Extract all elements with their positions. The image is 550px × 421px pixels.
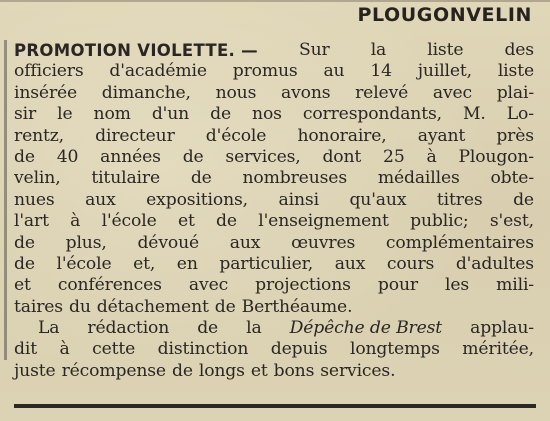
article-word: qu'aux bbox=[349, 189, 407, 210]
article-word: cette bbox=[92, 339, 136, 360]
article-word: de bbox=[210, 104, 232, 125]
article-word: dimanche, bbox=[101, 82, 191, 103]
article-word: La bbox=[38, 318, 60, 339]
article-word: avec bbox=[432, 82, 472, 103]
article-word: avons bbox=[280, 82, 331, 103]
article-word: particulier, bbox=[219, 253, 314, 274]
article-word: Berthéaume. bbox=[241, 296, 353, 317]
article-word: l'art bbox=[14, 211, 49, 232]
article-word: complémentaires bbox=[385, 232, 534, 253]
article-word: plai- bbox=[496, 82, 534, 103]
article-word: officiers bbox=[14, 61, 84, 82]
article-line bbox=[14, 190, 534, 211]
article-word: Plougon- bbox=[458, 146, 534, 167]
article-line bbox=[14, 339, 534, 360]
article-line bbox=[14, 254, 534, 275]
article-word: nos bbox=[252, 104, 282, 125]
article-word: œuvres bbox=[291, 232, 356, 253]
article-word: velin, bbox=[14, 168, 61, 189]
article-word: de bbox=[216, 211, 237, 232]
article-word: promus bbox=[232, 61, 298, 82]
article-word: services. bbox=[320, 360, 396, 381]
article-word: de bbox=[197, 318, 219, 339]
article-word: 40 bbox=[56, 146, 79, 167]
article-word: cours bbox=[386, 253, 435, 274]
bottom-rule bbox=[14, 404, 536, 408]
article-word: avec bbox=[188, 275, 229, 296]
article-word: les bbox=[445, 275, 470, 296]
article-word: près bbox=[496, 125, 534, 146]
article-word: l'école bbox=[101, 211, 157, 232]
article-word: de bbox=[171, 360, 193, 381]
article-word: dont bbox=[322, 146, 362, 167]
article-word: récompense bbox=[61, 360, 166, 381]
article-line bbox=[14, 104, 534, 125]
article-word: relevé bbox=[355, 82, 409, 103]
article-word: aux bbox=[334, 253, 366, 274]
article-word: honoraire, bbox=[297, 125, 387, 146]
article-word: juillet, bbox=[417, 61, 472, 82]
article-word: médailles bbox=[377, 168, 460, 189]
article-word: depuis bbox=[270, 339, 328, 360]
article-word: ainsi bbox=[278, 189, 319, 210]
article-word: titulaire bbox=[91, 168, 160, 189]
article-word: d'académie bbox=[109, 61, 207, 82]
article-word: bons bbox=[273, 360, 315, 381]
article-word: ayant bbox=[417, 125, 466, 146]
article-word: à bbox=[70, 211, 81, 232]
article-word: expositions, bbox=[146, 189, 248, 210]
article-line bbox=[14, 126, 534, 147]
article-word: Dépêche de Brest bbox=[289, 318, 443, 339]
article-word: projections bbox=[255, 275, 351, 296]
article-word: s'est, bbox=[489, 211, 534, 232]
article-line bbox=[14, 233, 534, 254]
article-word: nues bbox=[14, 189, 55, 210]
article-word: longs bbox=[198, 360, 245, 381]
article-word: longtemps bbox=[349, 339, 440, 360]
article-word: pour bbox=[377, 275, 418, 296]
article-word: en bbox=[176, 253, 198, 274]
article-word: le bbox=[57, 104, 73, 125]
article-word: rentz, bbox=[14, 125, 64, 146]
article-word: et bbox=[250, 360, 268, 381]
article-word: d'école bbox=[205, 125, 267, 146]
article-word: dévoué bbox=[137, 232, 200, 253]
article-line bbox=[14, 40, 534, 61]
article-word: l'école bbox=[56, 253, 112, 274]
article-word: et bbox=[14, 275, 31, 296]
article-word: de bbox=[14, 232, 35, 253]
article-word: public; bbox=[410, 211, 469, 232]
article-word: Sur bbox=[299, 40, 330, 60]
article-word: distinction bbox=[157, 339, 249, 360]
article-line bbox=[14, 275, 534, 296]
article-word: insérée bbox=[14, 82, 78, 103]
article-word: liste bbox=[427, 40, 464, 60]
article-word: aux bbox=[229, 232, 261, 253]
article-body bbox=[14, 40, 534, 382]
article-word: plus, bbox=[65, 232, 107, 253]
article-word: obte- bbox=[490, 168, 534, 189]
article-word: d'un bbox=[151, 104, 190, 125]
article-word: dit bbox=[14, 339, 37, 360]
article-word: M. bbox=[462, 104, 486, 125]
article-word: du bbox=[68, 296, 91, 317]
top-rule bbox=[0, 0, 550, 2]
article-word: années bbox=[100, 146, 161, 167]
article-line bbox=[14, 83, 534, 104]
article-word: taires bbox=[14, 296, 63, 317]
article-word: de bbox=[513, 189, 534, 210]
article-word: de bbox=[182, 146, 204, 167]
article-line bbox=[14, 361, 534, 382]
article-line bbox=[14, 297, 534, 318]
article-word: Lo- bbox=[506, 104, 534, 125]
article-word: juste bbox=[14, 360, 56, 381]
article-word: nombreuses bbox=[242, 168, 347, 189]
article-word: conférences bbox=[57, 275, 162, 296]
article-word: au bbox=[323, 61, 345, 82]
article-word: nom bbox=[93, 104, 131, 125]
article-word: directeur bbox=[95, 125, 175, 146]
article-word: titres bbox=[436, 189, 483, 210]
article-word: l'enseignement bbox=[258, 211, 389, 232]
article-word: services, bbox=[225, 146, 301, 167]
article-word: de bbox=[14, 146, 35, 167]
article-word: d'adultes bbox=[455, 253, 534, 274]
article-word: nous bbox=[215, 82, 257, 103]
article-word: PROMOTION VIOLETTE. — bbox=[14, 41, 258, 60]
column-rule bbox=[4, 40, 7, 360]
article-line bbox=[14, 61, 534, 82]
article-word: applau- bbox=[470, 318, 534, 339]
article-word: liste bbox=[497, 61, 534, 82]
article-word: correspondants, bbox=[302, 104, 442, 125]
article-word: de bbox=[190, 168, 212, 189]
article-word: et, bbox=[133, 253, 156, 274]
article-word: la bbox=[246, 318, 262, 339]
article-word: à bbox=[59, 339, 70, 360]
article-line bbox=[14, 147, 534, 168]
article-word: rédaction bbox=[87, 318, 170, 339]
article-word: la bbox=[370, 40, 387, 60]
article-line bbox=[14, 318, 534, 339]
article-word: méritée, bbox=[462, 339, 534, 360]
article-word: détachement bbox=[96, 296, 209, 317]
article-word: à bbox=[426, 146, 437, 167]
article-word: 25 bbox=[383, 146, 405, 167]
article-word: 14 bbox=[370, 61, 392, 82]
headline: PLOUGONVELIN bbox=[357, 4, 532, 26]
article-word: aux bbox=[85, 189, 116, 210]
article-word: de bbox=[214, 296, 236, 317]
article-word: et bbox=[177, 211, 195, 232]
article-line bbox=[14, 168, 534, 189]
article-word: de bbox=[14, 253, 35, 274]
article-line bbox=[14, 211, 534, 232]
article-word: des bbox=[504, 40, 534, 60]
article-word: sir bbox=[14, 104, 37, 125]
article-word: mili- bbox=[496, 275, 534, 296]
